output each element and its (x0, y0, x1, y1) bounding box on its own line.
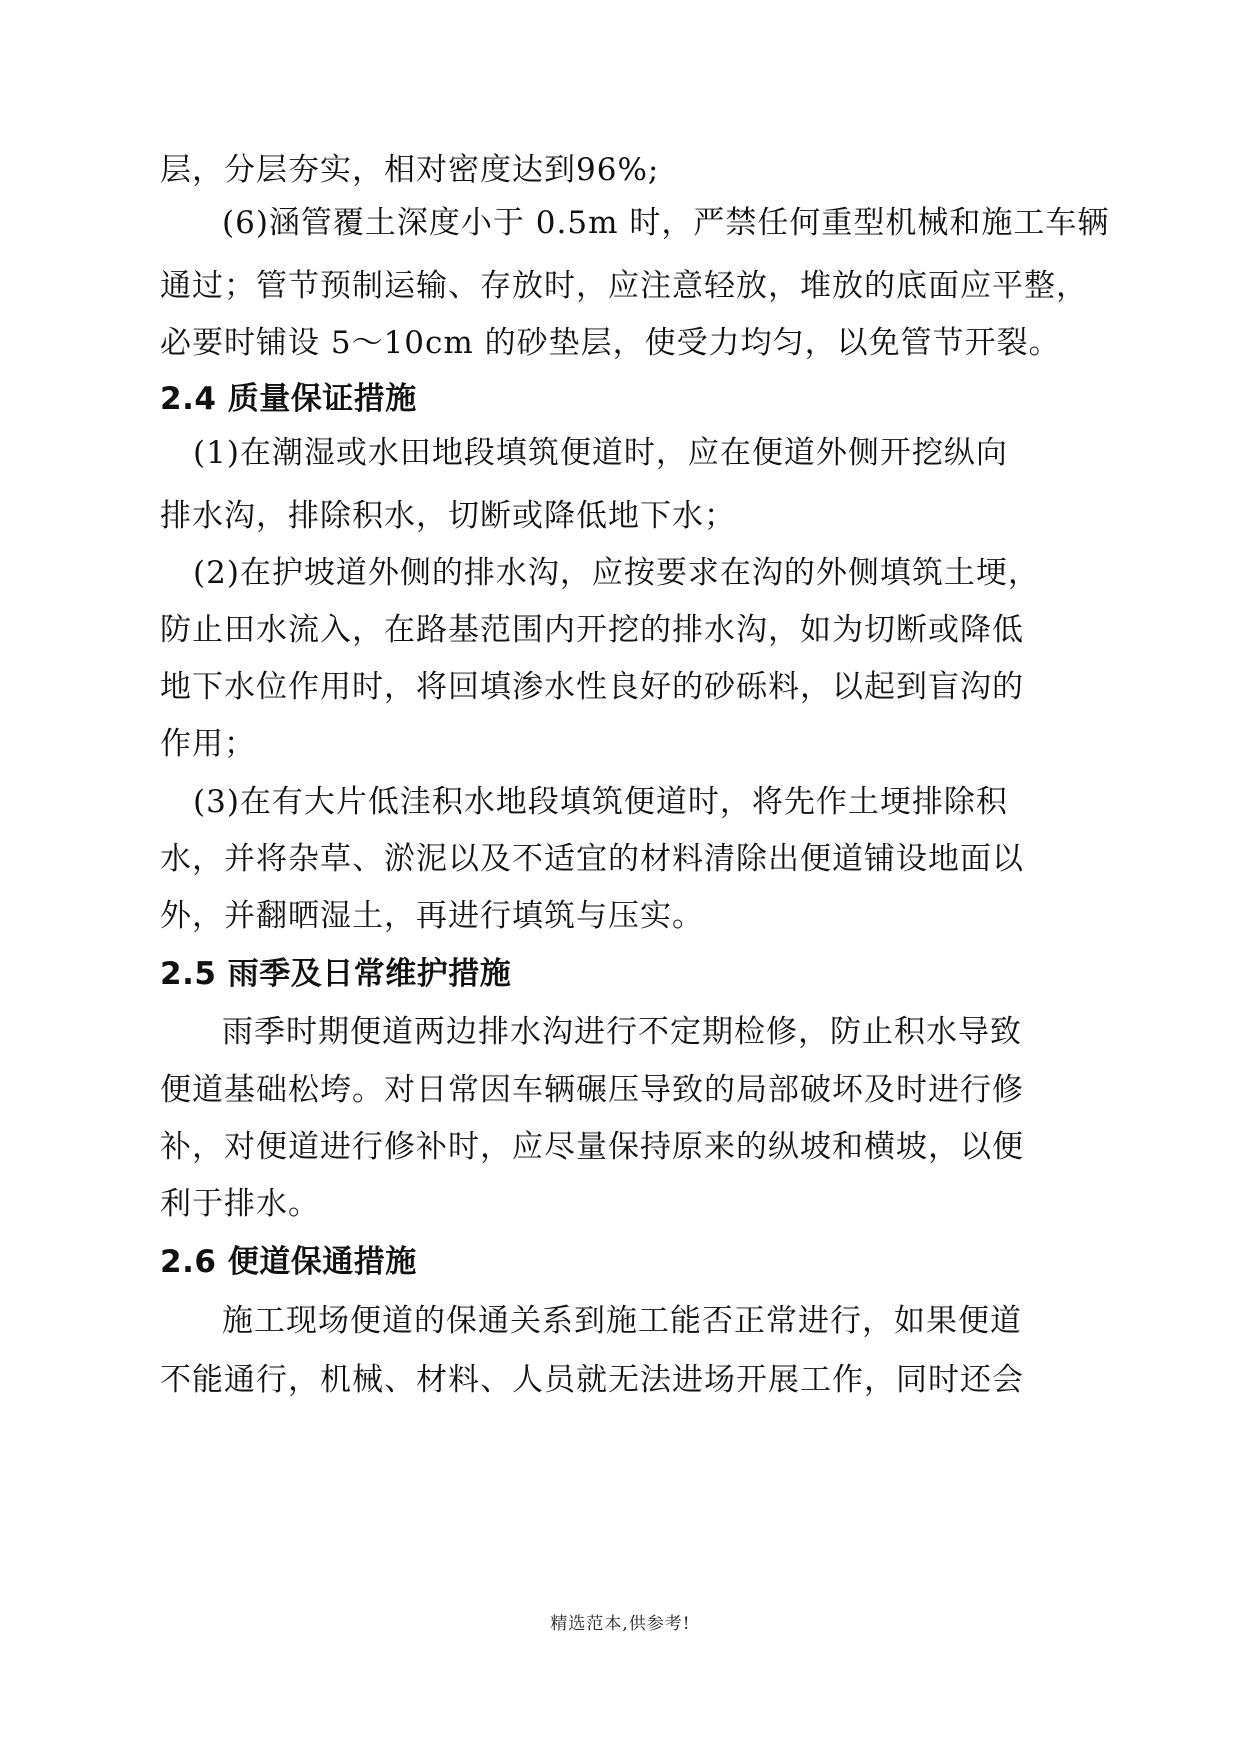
text-line: 利于排水。 (160, 1186, 320, 1222)
text-line: (1)在潮湿或水田地段填筑便道时，应在便道外侧开挖纵向 (193, 435, 1008, 471)
section-heading: 2.5 雨季及日常维护措施 (160, 956, 512, 992)
text-line: 补，对便道进行修补时，应尽量保持原来的纵坡和横坡，以便 (160, 1129, 1024, 1165)
text-line: 作用； (160, 726, 256, 762)
text-line: 地下水位作用时，将回填渗水性良好的砂砾料，以起到盲沟的 (160, 669, 1024, 705)
text-line: (2)在护坡道外侧的排水沟，应按要求在沟的外侧填筑土埂， (193, 555, 1040, 591)
text-line: 雨季时期便道两边排水沟进行不定期检修，防止积水导致 (222, 1014, 1022, 1050)
text-line: 外，并翻晒湿土，再进行填筑与压实。 (160, 898, 704, 934)
text-line: 水，并将杂草、淤泥以及不适宜的材料清除出便道铺设地面以 (160, 841, 1024, 877)
text-line: 必要时铺设 5～10cm 的砂垫层，使受力均匀，以免管节开裂。 (160, 325, 1061, 361)
text-line: 通过；管节预制运输、存放时，应注意轻放，堆放的底面应平整， (160, 268, 1088, 304)
section-heading: 2.4 质量保证措施 (160, 381, 417, 417)
text-line: 施工现场便道的保通关系到施工能否正常进行，如果便道 (222, 1303, 1022, 1339)
text-line: 层，分层夯实，相对密度达到96%; (160, 152, 660, 188)
text-line: 排水沟，排除积水，切断或降低地下水； (160, 498, 736, 534)
text-line: 不能通行，机械、材料、人员就无法进场开展工作，同时还会 (160, 1362, 1024, 1398)
page-footer: 精选范本,供参考! (550, 1614, 691, 1634)
text-line: (6)涵管覆土深度小于 0.5m 时，严禁任何重型机械和施工车辆 (222, 205, 1110, 241)
text-line: (3)在有大片低洼积水地段填筑便道时，将先作土埂排除积 (193, 784, 1008, 820)
section-heading: 2.6 便道保通措施 (160, 1244, 417, 1280)
text-line: 便道基础松垮。对日常因车辆碾压导致的局部破坏及时进行修 (160, 1072, 1024, 1108)
text-line: 防止田水流入，在路基范围内开挖的排水沟，如为切断或降低 (160, 612, 1024, 648)
